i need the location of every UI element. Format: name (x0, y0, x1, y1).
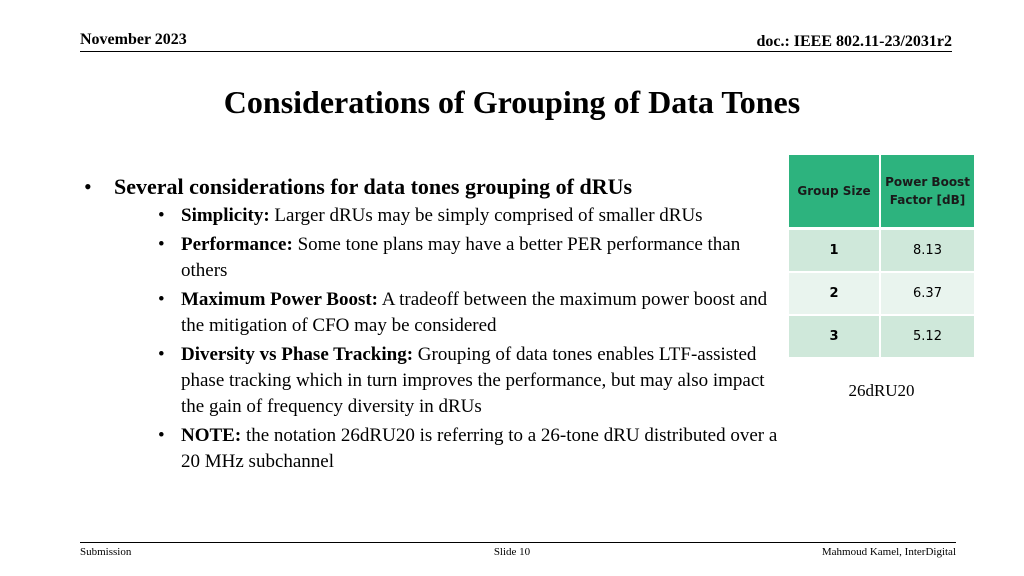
table-row (789, 315, 974, 358)
main-bullet-text: Several considerations for data tones grouping of dRUs (114, 174, 633, 199)
bullet-dot-icon: • (158, 205, 165, 226)
bullet-dot-icon: • (84, 174, 92, 199)
footer-slide-number: Slide 10 (493, 546, 531, 558)
bullet-list (80, 171, 778, 478)
table-header-row (789, 155, 974, 229)
cell-group-size: 1 (789, 229, 880, 273)
bullet-dot-icon: • (158, 344, 165, 365)
header-doc-id: doc.: IEEE 802.11-23/2031r2 (756, 33, 952, 50)
footer-submission: Submission (80, 546, 132, 558)
sub-bullet-max-power-boost (114, 287, 781, 339)
sub-bullet-list (114, 203, 778, 475)
cell-group-size: 3 (789, 315, 880, 358)
cell-power-boost: 6.37 (880, 272, 974, 315)
cell-power-boost: 5.12 (880, 315, 974, 358)
sub-bullet-diversity (114, 342, 781, 420)
table-row (789, 272, 974, 315)
sub-bullet-label: NOTE: (181, 425, 242, 446)
sub-bullet-label: Maximum Power Boost: (181, 289, 379, 310)
main-bullet (80, 171, 778, 475)
sub-bullet-text: A tradeoff between the maximum power boost and the mitigation of CFO may be considered (181, 289, 768, 336)
sub-bullet-label: Diversity vs Phase Tracking: (181, 344, 414, 365)
footer-divider (80, 542, 956, 543)
sub-bullet-simplicity (114, 203, 781, 229)
cell-group-size: 2 (789, 272, 880, 315)
sub-bullet-text: Some tone plans may have a better PER performance than others (181, 234, 741, 281)
column-header-power-boost: Power Boost Factor [dB] (880, 155, 974, 229)
sub-bullet-note (114, 423, 781, 475)
header-divider (80, 51, 952, 52)
power-boost-table-wrapper (789, 155, 974, 359)
slide-title: Considerations of Grouping of Data Tones (223, 84, 801, 120)
power-boost-table (789, 155, 974, 359)
table-caption: 26dRU20 (848, 381, 915, 400)
sub-bullet-text: Grouping of data tones enables LTF-assisted phase tracking which in turn improves the performance, but may also impact the gain of frequency diversity in dRUs (181, 344, 765, 417)
sub-bullet-text: the notation 26dRU20 is referring to a 26-tone dRU distributed over a 20 MHz subchannel (181, 425, 778, 472)
bullet-dot-icon: • (158, 425, 165, 446)
footer-author: Mahmoud Kamel, InterDigital (821, 546, 956, 558)
table-row (789, 229, 974, 273)
sub-bullet-performance (114, 232, 781, 284)
cell-power-boost: 8.13 (880, 229, 974, 273)
sub-bullet-label: Simplicity: (181, 205, 270, 226)
bullet-dot-icon: • (158, 234, 165, 255)
bullet-dot-icon: • (158, 289, 165, 310)
header-date: November 2023 (80, 31, 187, 48)
sub-bullet-label: Performance: (181, 234, 293, 255)
column-header-group-size: Group Size (789, 155, 880, 229)
sub-bullet-text: Larger dRUs may be simply comprised of smaller dRUs (269, 205, 703, 226)
